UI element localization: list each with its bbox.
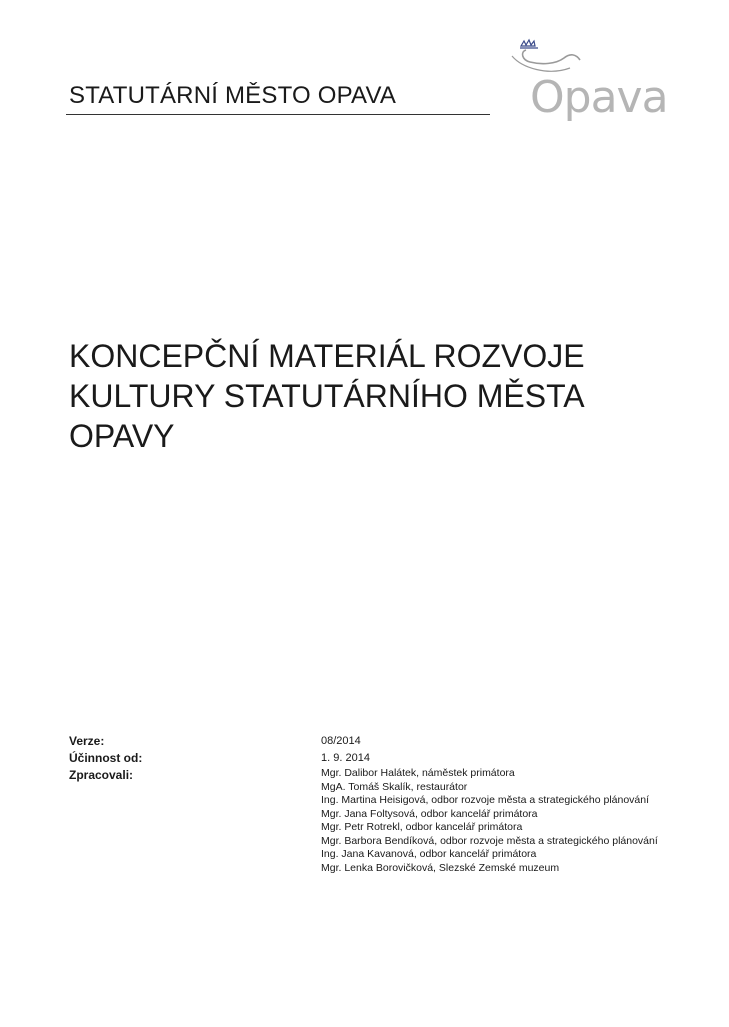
prepared-row <box>69 767 689 875</box>
document-title <box>69 336 669 456</box>
prepared-label: Zpracovali: <box>69 768 134 782</box>
organization-name: STATUTÁRNÍ MĚSTO OPAVA <box>69 82 397 109</box>
version-row <box>69 733 689 750</box>
title-line-1: KONCEPČNÍ MATERIÁL ROZVOJE <box>69 338 585 374</box>
version-label: Verze: <box>69 734 105 748</box>
author-item: MgA. Tomáš Skalík, restaurátor <box>321 780 468 793</box>
opava-logo <box>508 38 668 134</box>
header-rule <box>66 114 490 115</box>
effective-row <box>69 750 689 767</box>
title-line-2: KULTURY STATUTÁRNÍHO MĚSTA <box>69 378 585 414</box>
effective-value: 1. 9. 2014 <box>321 752 370 764</box>
author-item: Mgr. Barbora Bendíková, odbor rozvoje města a strategického plánování <box>321 834 658 847</box>
effective-label: Účinnost od: <box>69 751 143 765</box>
author-item: Mgr. Dalibor Halátek, náměstek primátora <box>321 767 515 779</box>
author-item: Mgr. Jana Foltysová, odbor kancelář primátora <box>321 807 538 820</box>
author-item: Ing. Martina Heisigová, odbor rozvoje města a strategického plánování <box>321 794 650 806</box>
version-value: 08/2014 <box>321 735 361 747</box>
authors-list <box>321 767 658 875</box>
document-metadata <box>69 733 689 875</box>
logo-wordmark: Opava <box>530 72 668 123</box>
title-line-3: OPAVY <box>69 418 175 454</box>
author-item: Ing. Jana Kavanová, odbor kancelář primátora <box>321 848 537 860</box>
author-item: Mgr. Lenka Borovičková, Slezské Zemské muzeum <box>321 861 560 874</box>
author-item: Mgr. Petr Rotrekl, odbor kancelář primátora <box>321 821 523 833</box>
